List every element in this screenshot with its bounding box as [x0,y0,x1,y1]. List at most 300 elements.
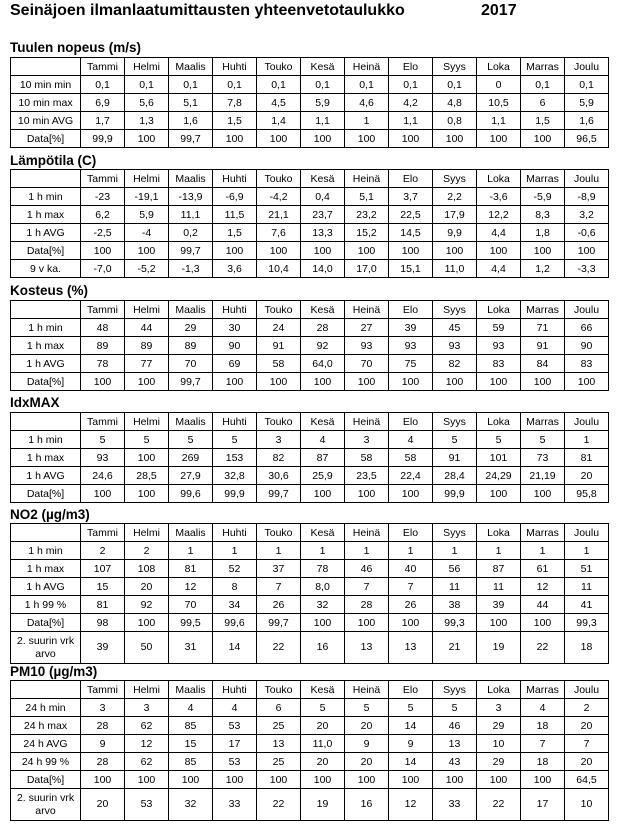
header-corner-cell [11,524,81,542]
table-cell: 10,5 [477,94,521,112]
table-cell: 17 [521,789,565,821]
table-cell: 9 [81,735,125,753]
table-cell: 45 [433,319,477,337]
table-cell: 100 [477,373,521,391]
table-cell: 11,0 [301,735,345,753]
month-header: Maalis [169,301,213,319]
table-cell: 20 [301,753,345,771]
table-cell: 99,3 [433,614,477,632]
table-cell: 107 [81,560,125,578]
table-row [11,94,609,112]
table-cell: 3,7 [389,188,433,206]
table-row [11,130,609,148]
table-cell: -8,9 [565,188,609,206]
table-cell: 38 [433,596,477,614]
month-header: Syys [433,524,477,542]
month-header: Kesä [301,681,345,699]
table-cell: 39 [389,319,433,337]
month-header: Tammi [81,170,125,188]
table-cell: 12,2 [477,206,521,224]
table-cell: 100 [125,373,169,391]
month-header: Joulu [565,58,609,76]
table-cell: 25 [257,717,301,735]
table-cell: 69 [213,355,257,373]
table-row [11,337,609,355]
table-cell: 100 [521,771,565,789]
table-cell: 85 [169,753,213,771]
table-cell: -19,1 [125,188,169,206]
table-cell: 2 [125,542,169,560]
table-cell: 7 [389,578,433,596]
row-label: 1 h min [11,319,81,337]
row-label: 24 h min [11,699,81,717]
table-row [11,632,609,664]
table-cell: 20 [345,753,389,771]
month-header: Syys [433,681,477,699]
table-header-row [11,170,609,188]
row-label: 1 h min [11,542,81,560]
month-header: Touko [257,524,301,542]
row-label: Data[%] [11,242,81,260]
month-header: Huhti [213,524,257,542]
table-cell: 1,5 [213,112,257,130]
month-header: Loka [477,413,521,431]
table-cell: 100 [477,614,521,632]
table-cell: 16 [345,789,389,821]
table-cell: 39 [81,632,125,664]
table-cell: 100 [81,771,125,789]
table-cell: 25,9 [301,467,345,485]
table-cell: 28 [81,753,125,771]
table-cell: 93 [389,337,433,355]
table-row [11,699,609,717]
table-cell: 29 [477,717,521,735]
table-cell: 100 [301,242,345,260]
table-cell: 17,0 [345,260,389,278]
table-cell: 1,5 [213,224,257,242]
table-cell: 3,2 [565,206,609,224]
month-header: Marras [521,301,565,319]
table-cell: 23,5 [345,467,389,485]
table-cell: 21 [433,632,477,664]
table-row [11,206,609,224]
table-cell: 1,6 [169,112,213,130]
table-cell: 81 [565,449,609,467]
table-cell: 100 [433,373,477,391]
table-cell: 91 [433,449,477,467]
table-cell: 8 [213,578,257,596]
table-cell: 100 [301,771,345,789]
table-cell: 64,5 [565,771,609,789]
table-cell: 5 [169,431,213,449]
table-cell: 1 [433,542,477,560]
header-corner-cell [11,58,81,76]
table-cell: 28 [81,717,125,735]
table-cell: 3 [257,431,301,449]
section-title: Tuulen nopeus (m/s) [10,40,141,55]
table-cell: 11 [433,578,477,596]
data-table [10,412,609,503]
row-label: 1 h AVG [11,355,81,373]
table-cell: 82 [433,355,477,373]
table-cell: 100 [389,242,433,260]
table-cell: 70 [169,355,213,373]
table-cell: 53 [213,717,257,735]
month-header: Loka [477,681,521,699]
table-cell: -0,6 [565,224,609,242]
table-cell: 20 [81,789,125,821]
table-cell: 2 [565,699,609,717]
table-row [11,260,609,278]
table-cell: 20 [345,717,389,735]
table-cell: 1,4 [257,112,301,130]
table-cell: 64,0 [301,355,345,373]
table-cell: 0,1 [565,76,609,94]
row-label: Data[%] [11,485,81,503]
table-row [11,542,609,560]
table-cell: 78 [301,560,345,578]
table-cell: 100 [389,771,433,789]
table-cell: 11 [477,578,521,596]
table-cell: -23 [81,188,125,206]
table-row [11,449,609,467]
month-header: Elo [389,58,433,76]
table-cell: 5,1 [345,188,389,206]
table-cell: 26 [389,596,433,614]
table-cell: 28,4 [433,467,477,485]
table-cell: 100 [169,771,213,789]
row-label: 1 h max [11,337,81,355]
table-row [11,560,609,578]
table-cell: 100 [565,373,609,391]
table-cell: 99,6 [169,485,213,503]
table-cell: 100 [125,771,169,789]
table-cell: 1,1 [389,112,433,130]
month-header: Loka [477,301,521,319]
month-header: Joulu [565,413,609,431]
table-cell: 100 [213,771,257,789]
table-cell: 6 [257,699,301,717]
table-cell: 100 [389,373,433,391]
month-header: Helmi [125,170,169,188]
table-cell: 91 [257,337,301,355]
table-cell: 2,2 [433,188,477,206]
table-cell: 25 [257,753,301,771]
table-cell: 83 [477,355,521,373]
table-cell: 58 [257,355,301,373]
month-header: Helmi [125,301,169,319]
table-cell: 10,4 [257,260,301,278]
table-cell: 99,3 [565,614,609,632]
table-cell: 13 [389,632,433,664]
table-cell: 27 [345,319,389,337]
table-cell: 89 [125,337,169,355]
row-label: 24 h 99 % [11,753,81,771]
table-cell: 28 [301,319,345,337]
table-cell: 0,1 [433,76,477,94]
table-cell: 10 [477,735,521,753]
section-title: NO2 (µg/m3) [10,507,90,522]
table-cell: 101 [477,449,521,467]
month-header: Elo [389,524,433,542]
table-cell: 100 [345,485,389,503]
table-cell: 5 [81,431,125,449]
row-label: Data[%] [11,771,81,789]
month-header: Tammi [81,524,125,542]
table-cell: 70 [345,355,389,373]
month-header: Heinä [345,170,389,188]
table-cell: 51 [565,560,609,578]
row-label: 1 h AVG [11,467,81,485]
month-header: Marras [521,681,565,699]
month-header: Touko [257,58,301,76]
table-row [11,112,609,130]
table-cell: 62 [125,753,169,771]
table-cell: 100 [389,614,433,632]
table-cell: 62 [125,717,169,735]
table-cell: 93 [345,337,389,355]
table-cell: 41 [565,596,609,614]
table-cell: 269 [169,449,213,467]
table-cell: 100 [301,130,345,148]
table-cell: 3 [345,431,389,449]
month-header: Tammi [81,58,125,76]
table-cell: 21,1 [257,206,301,224]
page-title: Seinäjoen ilmanlaatumittausten yhteenvetotaulukko [10,2,405,19]
table-cell: 4 [521,699,565,717]
table-cell: 100 [125,242,169,260]
table-cell: 77 [125,355,169,373]
table-cell: 23,7 [301,206,345,224]
table-cell: 15 [81,578,125,596]
month-header: Huhti [213,58,257,76]
month-header: Tammi [81,681,125,699]
table-cell: -4 [125,224,169,242]
table-row [11,578,609,596]
table-cell: 15,1 [389,260,433,278]
table-cell: 29 [477,753,521,771]
table-cell: -3,6 [477,188,521,206]
table-cell: -6,9 [213,188,257,206]
table-cell: 20 [565,717,609,735]
row-label: 1 h AVG [11,224,81,242]
table-cell: 99,7 [169,242,213,260]
table-cell: 4,4 [477,224,521,242]
table-cell: 15,2 [345,224,389,242]
table-cell: 5 [389,699,433,717]
table-cell: 92 [301,337,345,355]
table-cell: 153 [213,449,257,467]
table-cell: 14 [213,632,257,664]
table-cell: 28 [345,596,389,614]
table-cell: 95,8 [565,485,609,503]
table-cell: 100 [213,242,257,260]
table-cell: 82 [257,449,301,467]
table-cell: 16 [301,632,345,664]
month-header: Joulu [565,170,609,188]
table-cell: 1 [345,112,389,130]
table-row [11,224,609,242]
table-cell: 90 [565,337,609,355]
table-cell: 61 [521,560,565,578]
table-cell: 20 [125,578,169,596]
table-cell: 100 [345,771,389,789]
month-header: Huhti [213,681,257,699]
month-header: Kesä [301,301,345,319]
table-cell: 100 [521,614,565,632]
month-header: Heinä [345,58,389,76]
table-cell: 1,1 [477,112,521,130]
month-header: Joulu [565,524,609,542]
table-cell: 100 [125,614,169,632]
table-cell: 18 [521,717,565,735]
table-cell: 6,9 [81,94,125,112]
table-cell: 100 [477,485,521,503]
table-cell: 22,4 [389,467,433,485]
table-cell: 7 [521,735,565,753]
table-cell: 5 [433,699,477,717]
table-cell: 14 [389,717,433,735]
table-cell: 40 [389,560,433,578]
table-cell: 4,5 [257,94,301,112]
report-year: 2017 [481,2,517,19]
row-label: 24 h AVG [11,735,81,753]
month-header: Syys [433,58,477,76]
table-cell: 28,5 [125,467,169,485]
table-cell: 22 [521,632,565,664]
table-cell: -7,0 [81,260,125,278]
table-row [11,789,609,821]
table-cell: 4 [213,699,257,717]
table-cell: 99,6 [213,614,257,632]
table-cell: 1 [389,542,433,560]
table-cell: 7,8 [213,94,257,112]
table-cell: 1 [257,542,301,560]
table-cell: 14,5 [389,224,433,242]
month-header: Joulu [565,301,609,319]
table-cell: 0,4 [301,188,345,206]
month-header: Loka [477,58,521,76]
data-table [10,300,609,391]
table-cell: 9,9 [433,224,477,242]
table-cell: 78 [81,355,125,373]
month-header: Loka [477,524,521,542]
table-cell: 11,1 [169,206,213,224]
month-header: Maalis [169,170,213,188]
table-cell: 4 [389,431,433,449]
table-cell: 100 [345,373,389,391]
table-cell: 99,9 [81,130,125,148]
table-cell: 46 [345,560,389,578]
table-cell: -5,2 [125,260,169,278]
month-header: Kesä [301,58,345,76]
table-cell: 92 [125,596,169,614]
table-cell: 75 [389,355,433,373]
month-header: Touko [257,681,301,699]
table-cell: 0,1 [125,76,169,94]
table-cell: 100 [301,373,345,391]
table-cell: 1 [345,542,389,560]
table-cell: 13 [433,735,477,753]
table-cell: 58 [389,449,433,467]
table-cell: 6,2 [81,206,125,224]
table-cell: 1 [169,542,213,560]
month-header: Huhti [213,301,257,319]
month-header: Heinä [345,413,389,431]
table-row [11,319,609,337]
table-cell: 1,5 [521,112,565,130]
table-cell: 73 [521,449,565,467]
table-cell: 12 [389,789,433,821]
table-cell: 100 [477,242,521,260]
table-cell: 5 [125,431,169,449]
table-cell: 43 [433,753,477,771]
table-cell: 3 [477,699,521,717]
table-cell: 1,7 [81,112,125,130]
table-cell: 32 [301,596,345,614]
month-header: Marras [521,58,565,76]
row-label: 10 min AVG [11,112,81,130]
table-cell: 1,3 [125,112,169,130]
table-header-row [11,524,609,542]
month-header: Touko [257,301,301,319]
table-cell: 99,5 [169,614,213,632]
table-row [11,242,609,260]
month-header: Helmi [125,681,169,699]
table-row [11,614,609,632]
month-header: Heinä [345,301,389,319]
month-header: Syys [433,301,477,319]
table-cell: 5,1 [169,94,213,112]
month-header: Loka [477,170,521,188]
table-cell: 100 [521,373,565,391]
month-header: Touko [257,413,301,431]
row-label: 9 v ka. [11,260,81,278]
month-header: Elo [389,301,433,319]
table-cell: 0,1 [257,76,301,94]
table-header-row [11,58,609,76]
table-cell: 46 [433,717,477,735]
table-cell: 0,1 [301,76,345,94]
table-cell: -4,2 [257,188,301,206]
table-cell: 0,1 [169,76,213,94]
month-header: Heinä [345,681,389,699]
month-header: Maalis [169,413,213,431]
table-cell: 12 [125,735,169,753]
month-header: Kesä [301,524,345,542]
table-cell: 0,1 [389,76,433,94]
row-label: 10 min min [11,76,81,94]
table-header-row [11,413,609,431]
table-cell: 1,8 [521,224,565,242]
table-cell: 4,4 [477,260,521,278]
table-cell: 99,7 [257,614,301,632]
table-cell: 24,29 [477,467,521,485]
table-cell: 48 [81,319,125,337]
row-label: 2. suurin vrk arvo [11,632,81,664]
table-cell: 100 [477,130,521,148]
table-row [11,735,609,753]
table-cell: 22 [257,789,301,821]
table-cell: 1,6 [565,112,609,130]
table-cell: 83 [565,355,609,373]
table-cell: 87 [477,560,521,578]
table-cell: 8,3 [521,206,565,224]
table-cell: 10 [565,789,609,821]
section-title: Lämpötila (C) [10,153,97,168]
table-cell: 99,9 [433,485,477,503]
table-cell: 30,6 [257,467,301,485]
